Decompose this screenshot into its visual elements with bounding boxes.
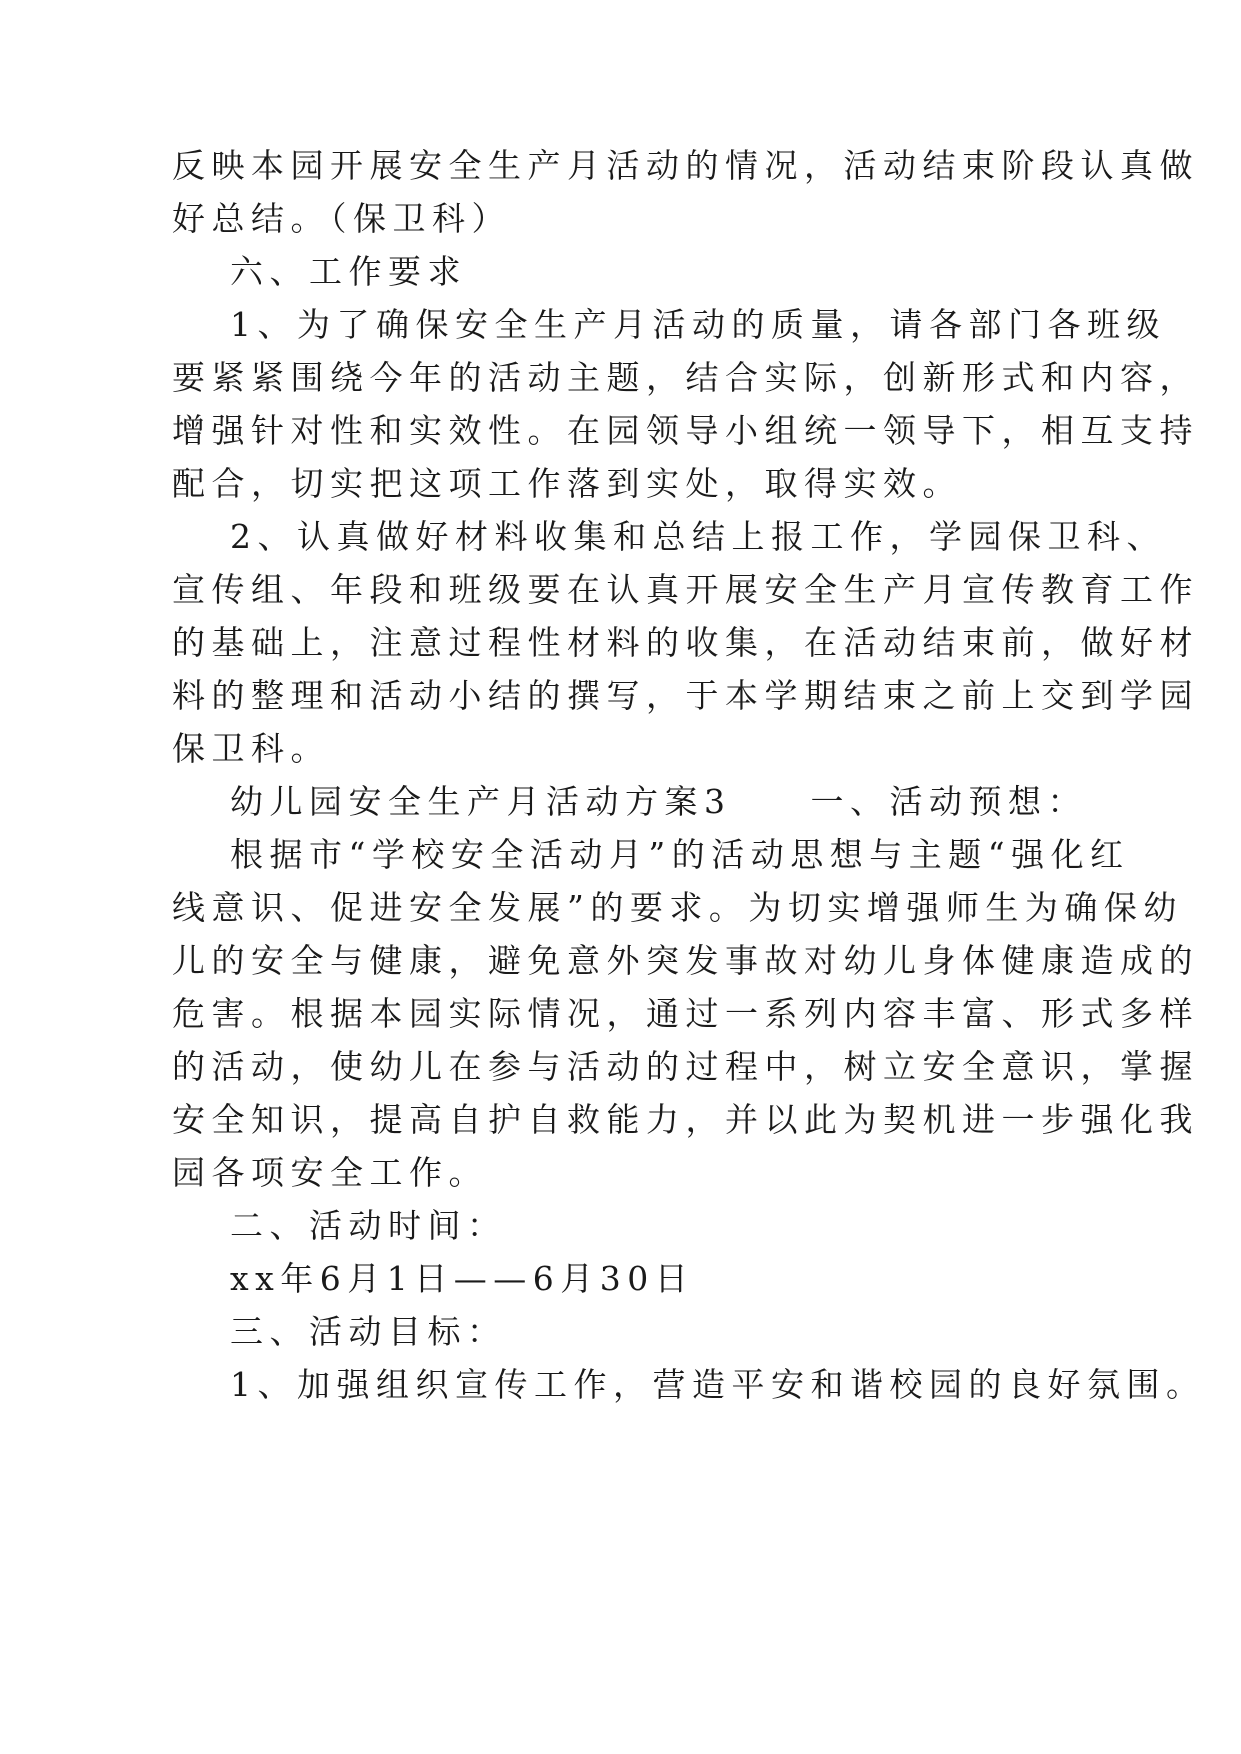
text-line: 危害。根据本园实际情况，通过一系列内容丰富、形式多样: [172, 994, 1199, 1033]
section-heading: 二、活动时间：: [230, 1206, 507, 1245]
text-line: 的活动，使幼儿在参与活动的过程中，树立安全意识，掌握: [172, 1047, 1199, 1086]
text-line: 好总结。（保卫科）: [172, 199, 511, 238]
text-line: 保卫科。: [172, 729, 330, 768]
text-line: 安全知识，提高自护自救能力，并以此为契机进一步强化我: [172, 1100, 1199, 1139]
text-line: 增强针对性和实效性。在园领导小组统一领导下，相互支持: [172, 411, 1199, 450]
text-line: 线意识、促进安全发展”的要求。为切实增强师生为确保幼: [172, 888, 1183, 927]
section-heading: 六、工作要求: [230, 252, 467, 291]
text-line: 根据市“学校安全活动月”的活动思想与主题“强化红: [230, 835, 1130, 874]
text-line: 儿的安全与健康，避免意外突发事故对幼儿身体健康造成的: [172, 941, 1199, 980]
text-line: 配合，切实把这项工作落到实处，取得实效。: [172, 464, 962, 503]
text-line: 要紧紧围绕今年的活动主题，结合实际，创新形式和内容，: [172, 358, 1199, 397]
document-title: 幼儿园安全生产月活动方案3 一、活动预想：: [230, 782, 1087, 821]
section-heading: 三、活动目标：: [230, 1312, 507, 1351]
text-line: 园各项安全工作。: [172, 1153, 488, 1192]
text-line: 反映本园开展安全生产月活动的情况，活动结束阶段认真做: [172, 146, 1199, 185]
text-line: 料的整理和活动小结的撰写，于本学期结束之前上交到学园: [172, 676, 1199, 715]
text-line: 宣传组、年段和班级要在认真开展安全生产月宣传教育工作: [172, 570, 1199, 609]
date-range: xx年6月1日——6月30日: [230, 1259, 695, 1298]
text-line: 1、加强组织宣传工作，营造平安和谐校园的良好氛围。: [230, 1365, 1206, 1404]
text-line: 1、为了确保安全生产月活动的质量，请各部门各班级: [230, 305, 1166, 344]
text-line: 2、认真做好材料收集和总结上报工作，学园保卫科、: [230, 517, 1166, 556]
text-line: 的基础上，注意过程性材料的收集，在活动结束前，做好材: [172, 623, 1199, 662]
